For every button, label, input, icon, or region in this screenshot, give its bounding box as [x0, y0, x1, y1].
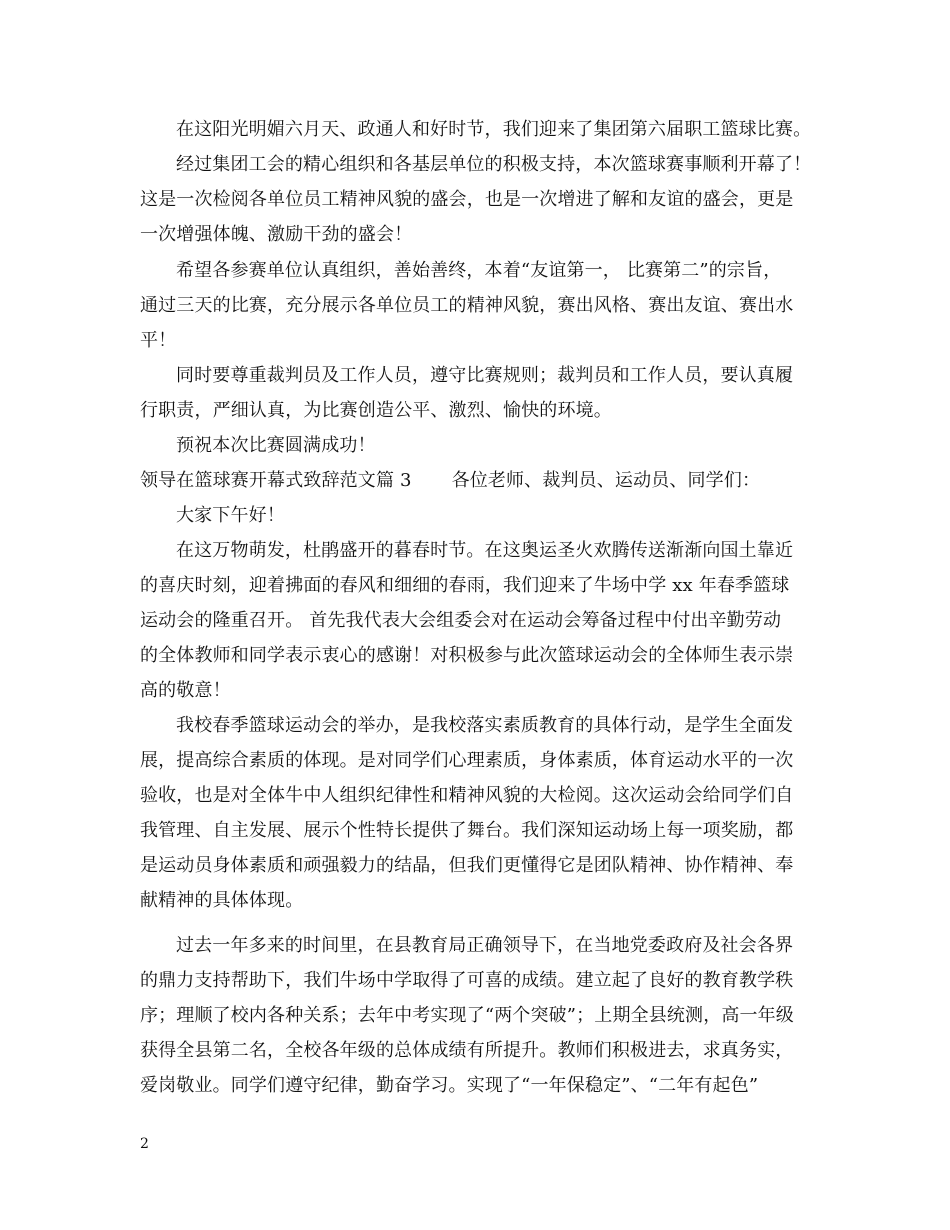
paragraph-line: 高的敬意！ [140, 680, 231, 701]
paragraph-line: 大家下午好！ [176, 505, 285, 526]
section-title: 领导在篮球赛开幕式致辞范文篇 3 [140, 470, 412, 491]
paragraph-line: 通过三天的比赛，充分展示各单位员工的精神风貌，赛出风格、赛出友谊、赛出水 [140, 295, 794, 316]
paragraph-line: 在这阳光明媚六月天、政通人和好时节，我们迎来了集团第六届职工篮球比赛。 [176, 119, 812, 140]
paragraph-line: 展，提高综合素质的体现。是对同学们心理素质，身体素质，体育运动水平的一次 [140, 750, 794, 771]
paragraph-line: 预祝本次比赛圆满成功！ [176, 435, 376, 456]
salutation: 各位老师、裁判员、运动员、同学们： [451, 470, 761, 491]
paragraph-line: 获得全县第二名，全校各年级的总体成绩有所提升。教师们积极进去，求真务实， [140, 1040, 794, 1061]
paragraph-line: 在这万物萌发，杜鹃盛开的暮春时节。在这奥运圣火欢腾传送渐渐向国土靠近 [176, 540, 794, 561]
paragraph-line: 这是一次检阅各单位员工精神风貌的盛会，也是一次增进了解和友谊的盛会，更是 [140, 189, 794, 210]
paragraph-line: 我校春季篮球运动会的举办，是我校落实素质教育的具体行动，是学生全面发 [176, 715, 794, 736]
section-heading-line [140, 467, 830, 495]
paragraph-line: 的喜庆时刻，迎着拂面的春风和细细的春雨，我们迎来了牛场中学 xx 年春季篮球 [140, 575, 790, 596]
paragraph-line: 一次增强体魄、激励干劲的盛会！ [140, 224, 413, 245]
paragraph-line: 是运动员身体素质和顽强毅力的结晶，但我们更懂得它是团队精神、协作精神、奉 [140, 855, 794, 876]
paragraph-line: 的全体教师和同学表示衷心的感谢！对积极参与此次篮球运动会的全体师生表示崇 [140, 645, 794, 666]
paragraph-line: 验收，也是对全体牛中人组织纪律性和精神风貌的大检阅。这次运动会给同学们自 [140, 785, 794, 806]
paragraph-line: 行职责，严细认真，为比赛创造公平、激烈、愉快的环境。 [140, 400, 612, 421]
paragraph-line: 序；理顺了校内各种关系；去年中考实现了“两个突破”；上期全县统测，高一年级 [140, 1005, 794, 1026]
paragraph-line: 我管理、自主发展、展示个性特长提供了舞台。我们深知运动场上每一项奖励，都 [140, 820, 794, 841]
paragraph-line: 平！ [140, 330, 177, 351]
page-number: 2 [140, 1136, 149, 1152]
paragraph-line: 献精神的具体体现。 [140, 890, 304, 911]
paragraph-line: 同时要尊重裁判员及工作人员，遵守比赛规则；裁判员和工作人员，要认真履 [176, 365, 794, 386]
paragraph-line: 过去一年多来的时间里，在县教育局正确领导下，在当地党委政府及社会各界 [176, 935, 794, 956]
paragraph-line: 的鼎力支持帮助下，我们牛场中学取得了可喜的成绩。建立起了良好的教育教学秩 [140, 970, 794, 991]
paragraph-line: 运动会的隆重召开。 首先我代表大会组委会对在运动会筹备过程中付出辛勤劳动 [140, 610, 782, 631]
paragraph-line: 经过集团工会的精心组织和各基层单位的积极支持，本次篮球赛事顺利开幕了！ [176, 154, 812, 175]
paragraph-line: 爱岗敬业。同学们遵守纪律，勤奋学习。实现了“一年保稳定”、“二年有起色” [140, 1075, 759, 1096]
paragraph-line: 希望各参赛单位认真组织，善始善终，本着“友谊第一， 比赛第二”的宗旨， [176, 260, 782, 281]
